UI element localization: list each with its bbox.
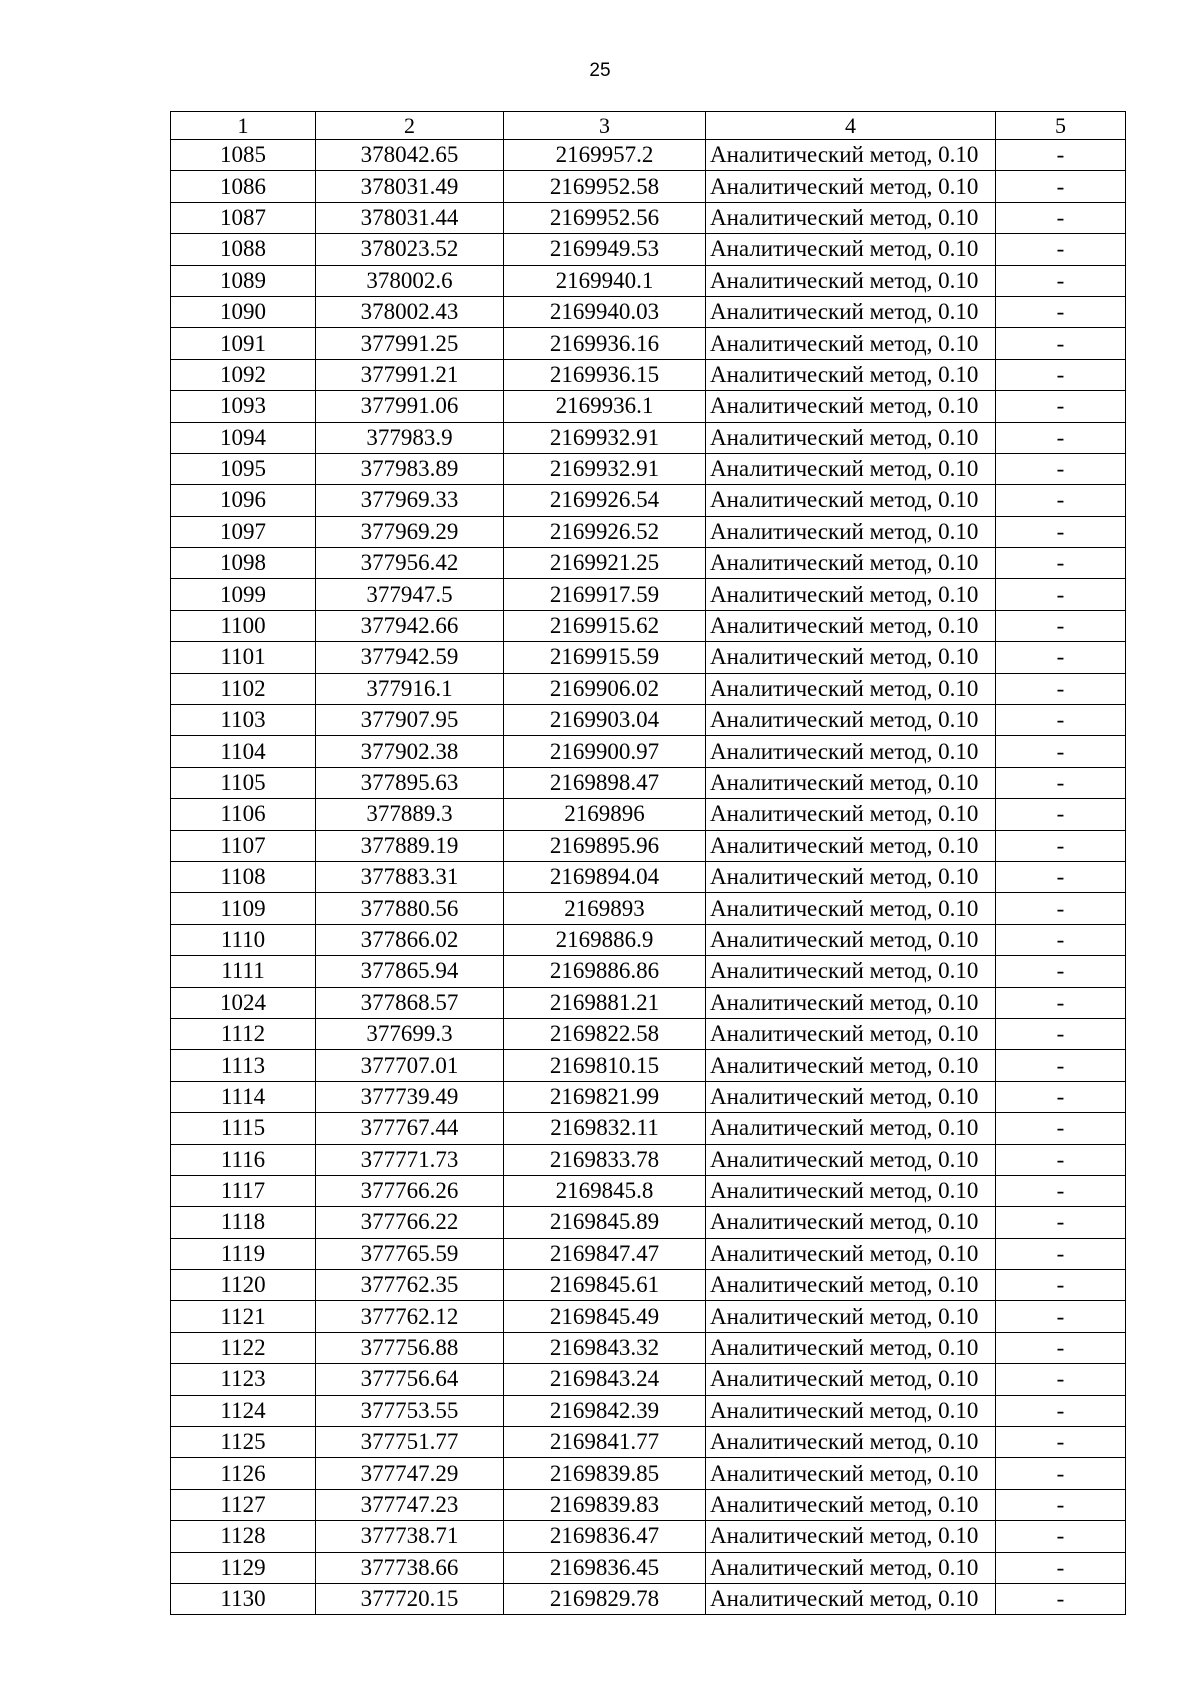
table-row (171, 453, 1126, 484)
note-cell: - (996, 987, 1126, 1018)
point-number-cell: 1086 (171, 171, 316, 202)
point-number-cell: 1103 (171, 705, 316, 736)
note-cell: - (996, 202, 1126, 233)
table-row (171, 1552, 1126, 1583)
y-coordinate-cell: 2169839.83 (504, 1489, 706, 1520)
note-cell: - (996, 1144, 1126, 1175)
table-row (171, 987, 1126, 1018)
x-coordinate-cell: 377889.3 (316, 799, 504, 830)
table-row (171, 140, 1126, 171)
method-cell: Аналитический метод, 0.10 (706, 296, 996, 327)
point-number-cell: 1099 (171, 579, 316, 610)
table-row (171, 234, 1126, 265)
coordinates-table (170, 111, 1126, 1615)
y-coordinate-cell: 2169926.52 (504, 516, 706, 547)
point-number-cell: 1123 (171, 1364, 316, 1395)
point-number-cell: 1094 (171, 422, 316, 453)
note-cell: - (996, 893, 1126, 924)
x-coordinate-cell: 377738.71 (316, 1521, 504, 1552)
note-cell: - (996, 1081, 1126, 1112)
y-coordinate-cell: 2169900.97 (504, 736, 706, 767)
x-coordinate-cell: 377947.5 (316, 579, 504, 610)
y-coordinate-cell: 2169822.58 (504, 1018, 706, 1049)
y-coordinate-cell: 2169845.89 (504, 1207, 706, 1238)
method-cell: Аналитический метод, 0.10 (706, 1175, 996, 1206)
table-row (171, 673, 1126, 704)
y-coordinate-cell: 2169810.15 (504, 1050, 706, 1081)
note-cell: - (996, 1552, 1126, 1583)
table-row (171, 485, 1126, 516)
note-cell: - (996, 673, 1126, 704)
x-coordinate-cell: 377747.23 (316, 1489, 504, 1520)
y-coordinate-cell: 2169881.21 (504, 987, 706, 1018)
y-coordinate-cell: 2169847.47 (504, 1238, 706, 1269)
note-cell: - (996, 705, 1126, 736)
note-cell: - (996, 453, 1126, 484)
y-coordinate-cell: 2169836.47 (504, 1521, 706, 1552)
method-cell: Аналитический метод, 0.10 (706, 1395, 996, 1426)
method-cell: Аналитический метод, 0.10 (706, 1427, 996, 1458)
y-coordinate-cell: 2169932.91 (504, 453, 706, 484)
method-cell: Аналитический метод, 0.10 (706, 767, 996, 798)
point-number-cell: 1107 (171, 830, 316, 861)
method-cell: Аналитический метод, 0.10 (706, 1583, 996, 1614)
table-row (171, 265, 1126, 296)
x-coordinate-cell: 378031.49 (316, 171, 504, 202)
note-cell: - (996, 1018, 1126, 1049)
note-cell: - (996, 830, 1126, 861)
table-row (171, 296, 1126, 327)
point-number-cell: 1128 (171, 1521, 316, 1552)
point-number-cell: 1117 (171, 1175, 316, 1206)
note-cell: - (996, 1113, 1126, 1144)
table-row (171, 1301, 1126, 1332)
table-row (171, 1238, 1126, 1269)
method-cell: Аналитический метод, 0.10 (706, 1364, 996, 1395)
y-coordinate-cell: 2169841.77 (504, 1427, 706, 1458)
method-cell: Аналитический метод, 0.10 (706, 548, 996, 579)
method-cell: Аналитический метод, 0.10 (706, 799, 996, 830)
method-cell: Аналитический метод, 0.10 (706, 328, 996, 359)
point-number-cell: 1115 (171, 1113, 316, 1144)
x-coordinate-cell: 377916.1 (316, 673, 504, 704)
table-row (171, 548, 1126, 579)
note-cell: - (996, 422, 1126, 453)
x-coordinate-cell: 377991.21 (316, 359, 504, 390)
x-coordinate-cell: 377865.94 (316, 956, 504, 987)
note-cell: - (996, 234, 1126, 265)
x-coordinate-cell: 377753.55 (316, 1395, 504, 1426)
method-cell: Аналитический метод, 0.10 (706, 516, 996, 547)
note-cell: - (996, 736, 1126, 767)
table-row (171, 391, 1126, 422)
column-header: 2 (316, 112, 504, 140)
x-coordinate-cell: 377907.95 (316, 705, 504, 736)
note-cell: - (996, 140, 1126, 171)
method-cell: Аналитический метод, 0.10 (706, 1552, 996, 1583)
table-body (171, 140, 1126, 1615)
page-number: 25 (589, 60, 611, 81)
y-coordinate-cell: 2169893 (504, 893, 706, 924)
table-row (171, 705, 1126, 736)
table-row (171, 359, 1126, 390)
note-cell: - (996, 1332, 1126, 1363)
y-coordinate-cell: 2169886.9 (504, 924, 706, 955)
y-coordinate-cell: 2169845.8 (504, 1175, 706, 1206)
point-number-cell: 1089 (171, 265, 316, 296)
point-number-cell: 1102 (171, 673, 316, 704)
method-cell: Аналитический метод, 0.10 (706, 1489, 996, 1520)
y-coordinate-cell: 2169915.62 (504, 610, 706, 641)
y-coordinate-cell: 2169894.04 (504, 861, 706, 892)
table-row (171, 736, 1126, 767)
note-cell: - (996, 861, 1126, 892)
point-number-cell: 1085 (171, 140, 316, 171)
x-coordinate-cell: 377969.33 (316, 485, 504, 516)
method-cell: Аналитический метод, 0.10 (706, 485, 996, 516)
y-coordinate-cell: 2169949.53 (504, 234, 706, 265)
x-coordinate-cell: 377983.9 (316, 422, 504, 453)
table-row (171, 579, 1126, 610)
method-cell: Аналитический метод, 0.10 (706, 1238, 996, 1269)
y-coordinate-cell: 2169886.86 (504, 956, 706, 987)
note-cell: - (996, 579, 1126, 610)
table-row (171, 1364, 1126, 1395)
point-number-cell: 1127 (171, 1489, 316, 1520)
note-cell: - (996, 1238, 1126, 1269)
y-coordinate-cell: 2169833.78 (504, 1144, 706, 1175)
method-cell: Аналитический метод, 0.10 (706, 1081, 996, 1112)
method-cell: Аналитический метод, 0.10 (706, 705, 996, 736)
point-number-cell: 1120 (171, 1270, 316, 1301)
y-coordinate-cell: 2169957.2 (504, 140, 706, 171)
column-header: 5 (996, 112, 1126, 140)
point-number-cell: 1087 (171, 202, 316, 233)
x-coordinate-cell: 377771.73 (316, 1144, 504, 1175)
table-row (171, 1395, 1126, 1426)
x-coordinate-cell: 377762.35 (316, 1270, 504, 1301)
note-cell: - (996, 1427, 1126, 1458)
note-cell: - (996, 924, 1126, 955)
method-cell: Аналитический метод, 0.10 (706, 1018, 996, 1049)
note-cell: - (996, 1583, 1126, 1614)
note-cell: - (996, 1270, 1126, 1301)
method-cell: Аналитический метод, 0.10 (706, 987, 996, 1018)
x-coordinate-cell: 377942.66 (316, 610, 504, 641)
method-cell: Аналитический метод, 0.10 (706, 1144, 996, 1175)
method-cell: Аналитический метод, 0.10 (706, 265, 996, 296)
table-row (171, 1113, 1126, 1144)
point-number-cell: 1119 (171, 1238, 316, 1269)
y-coordinate-cell: 2169829.78 (504, 1583, 706, 1614)
x-coordinate-cell: 377756.88 (316, 1332, 504, 1363)
x-coordinate-cell: 377866.02 (316, 924, 504, 955)
method-cell: Аналитический метод, 0.10 (706, 171, 996, 202)
method-cell: Аналитический метод, 0.10 (706, 1301, 996, 1332)
y-coordinate-cell: 2169895.96 (504, 830, 706, 861)
note-cell: - (996, 1175, 1126, 1206)
method-cell: Аналитический метод, 0.10 (706, 1207, 996, 1238)
y-coordinate-cell: 2169917.59 (504, 579, 706, 610)
y-coordinate-cell: 2169952.56 (504, 202, 706, 233)
table-row (171, 924, 1126, 955)
note-cell: - (996, 485, 1126, 516)
table-row (171, 1018, 1126, 1049)
x-coordinate-cell: 377883.31 (316, 861, 504, 892)
note-cell: - (996, 1395, 1126, 1426)
table-row (171, 1458, 1126, 1489)
table-row (171, 1521, 1126, 1552)
column-header: 4 (706, 112, 996, 140)
table-row (171, 1081, 1126, 1112)
note-cell: - (996, 359, 1126, 390)
x-coordinate-cell: 377765.59 (316, 1238, 504, 1269)
x-coordinate-cell: 377889.19 (316, 830, 504, 861)
x-coordinate-cell: 377766.26 (316, 1175, 504, 1206)
method-cell: Аналитический метод, 0.10 (706, 422, 996, 453)
x-coordinate-cell: 377707.01 (316, 1050, 504, 1081)
method-cell: Аналитический метод, 0.10 (706, 202, 996, 233)
x-coordinate-cell: 377751.77 (316, 1427, 504, 1458)
method-cell: Аналитический метод, 0.10 (706, 234, 996, 265)
method-cell: Аналитический метод, 0.10 (706, 924, 996, 955)
point-number-cell: 1129 (171, 1552, 316, 1583)
table-row (171, 642, 1126, 673)
note-cell: - (996, 328, 1126, 359)
point-number-cell: 1105 (171, 767, 316, 798)
point-number-cell: 1098 (171, 548, 316, 579)
y-coordinate-cell: 2169843.24 (504, 1364, 706, 1395)
table-row (171, 767, 1126, 798)
y-coordinate-cell: 2169921.25 (504, 548, 706, 579)
y-coordinate-cell: 2169915.59 (504, 642, 706, 673)
method-cell: Аналитический метод, 0.10 (706, 1458, 996, 1489)
note-cell: - (996, 1050, 1126, 1081)
x-coordinate-cell: 378031.44 (316, 202, 504, 233)
x-coordinate-cell: 378002.6 (316, 265, 504, 296)
method-cell: Аналитический метод, 0.10 (706, 1521, 996, 1552)
table-row (171, 516, 1126, 547)
method-cell: Аналитический метод, 0.10 (706, 1050, 996, 1081)
table-row (171, 422, 1126, 453)
x-coordinate-cell: 377880.56 (316, 893, 504, 924)
x-coordinate-cell: 378023.52 (316, 234, 504, 265)
y-coordinate-cell: 2169940.1 (504, 265, 706, 296)
x-coordinate-cell: 377868.57 (316, 987, 504, 1018)
table-row (171, 830, 1126, 861)
method-cell: Аналитический метод, 0.10 (706, 1332, 996, 1363)
point-number-cell: 1118 (171, 1207, 316, 1238)
x-coordinate-cell: 377738.66 (316, 1552, 504, 1583)
point-number-cell: 1114 (171, 1081, 316, 1112)
method-cell: Аналитический метод, 0.10 (706, 359, 996, 390)
note-cell: - (996, 1364, 1126, 1395)
note-cell: - (996, 171, 1126, 202)
y-coordinate-cell: 2169906.02 (504, 673, 706, 704)
method-cell: Аналитический метод, 0.10 (706, 861, 996, 892)
note-cell: - (996, 956, 1126, 987)
column-header: 3 (504, 112, 706, 140)
point-number-cell: 1108 (171, 861, 316, 892)
point-number-cell: 1109 (171, 893, 316, 924)
y-coordinate-cell: 2169839.85 (504, 1458, 706, 1489)
note-cell: - (996, 610, 1126, 641)
y-coordinate-cell: 2169821.99 (504, 1081, 706, 1112)
point-number-cell: 1093 (171, 391, 316, 422)
x-coordinate-cell: 377956.42 (316, 548, 504, 579)
note-cell: - (996, 391, 1126, 422)
point-number-cell: 1095 (171, 453, 316, 484)
y-coordinate-cell: 2169932.91 (504, 422, 706, 453)
table-row (171, 956, 1126, 987)
note-cell: - (996, 1521, 1126, 1552)
point-number-cell: 1090 (171, 296, 316, 327)
y-coordinate-cell: 2169843.32 (504, 1332, 706, 1363)
point-number-cell: 1024 (171, 987, 316, 1018)
point-number-cell: 1130 (171, 1583, 316, 1614)
x-coordinate-cell: 377756.64 (316, 1364, 504, 1395)
method-cell: Аналитический метод, 0.10 (706, 140, 996, 171)
point-number-cell: 1088 (171, 234, 316, 265)
x-coordinate-cell: 377902.38 (316, 736, 504, 767)
x-coordinate-cell: 377747.29 (316, 1458, 504, 1489)
table-row (171, 328, 1126, 359)
note-cell: - (996, 265, 1126, 296)
x-coordinate-cell: 377942.59 (316, 642, 504, 673)
x-coordinate-cell: 377762.12 (316, 1301, 504, 1332)
y-coordinate-cell: 2169845.61 (504, 1270, 706, 1301)
x-coordinate-cell: 377991.25 (316, 328, 504, 359)
method-cell: Аналитический метод, 0.10 (706, 453, 996, 484)
method-cell: Аналитический метод, 0.10 (706, 673, 996, 704)
note-cell: - (996, 1207, 1126, 1238)
method-cell: Аналитический метод, 0.10 (706, 893, 996, 924)
x-coordinate-cell: 377969.29 (316, 516, 504, 547)
y-coordinate-cell: 2169836.45 (504, 1552, 706, 1583)
point-number-cell: 1100 (171, 610, 316, 641)
table-row (171, 1427, 1126, 1458)
note-cell: - (996, 1301, 1126, 1332)
x-coordinate-cell: 377699.3 (316, 1018, 504, 1049)
point-number-cell: 1113 (171, 1050, 316, 1081)
method-cell: Аналитический метод, 0.10 (706, 391, 996, 422)
y-coordinate-cell: 2169926.54 (504, 485, 706, 516)
point-number-cell: 1110 (171, 924, 316, 955)
x-coordinate-cell: 377895.63 (316, 767, 504, 798)
note-cell: - (996, 548, 1126, 579)
point-number-cell: 1092 (171, 359, 316, 390)
x-coordinate-cell: 377991.06 (316, 391, 504, 422)
note-cell: - (996, 642, 1126, 673)
point-number-cell: 1121 (171, 1301, 316, 1332)
method-cell: Аналитический метод, 0.10 (706, 1113, 996, 1144)
method-cell: Аналитический метод, 0.10 (706, 956, 996, 987)
table-row (171, 1050, 1126, 1081)
x-coordinate-cell: 377983.89 (316, 453, 504, 484)
y-coordinate-cell: 2169936.16 (504, 328, 706, 359)
y-coordinate-cell: 2169845.49 (504, 1301, 706, 1332)
x-coordinate-cell: 377767.44 (316, 1113, 504, 1144)
y-coordinate-cell: 2169896 (504, 799, 706, 830)
y-coordinate-cell: 2169952.58 (504, 171, 706, 202)
method-cell: Аналитический метод, 0.10 (706, 830, 996, 861)
y-coordinate-cell: 2169832.11 (504, 1113, 706, 1144)
table-row (171, 799, 1126, 830)
table-row (171, 1583, 1126, 1614)
method-cell: Аналитический метод, 0.10 (706, 1270, 996, 1301)
point-number-cell: 1101 (171, 642, 316, 673)
table-row (171, 1332, 1126, 1363)
point-number-cell: 1096 (171, 485, 316, 516)
note-cell: - (996, 1489, 1126, 1520)
x-coordinate-cell: 378042.65 (316, 140, 504, 171)
table-header-row (171, 112, 1126, 140)
point-number-cell: 1124 (171, 1395, 316, 1426)
table-row (171, 1270, 1126, 1301)
point-number-cell: 1097 (171, 516, 316, 547)
point-number-cell: 1111 (171, 956, 316, 987)
column-header: 1 (171, 112, 316, 140)
table-row (171, 610, 1126, 641)
note-cell: - (996, 1458, 1126, 1489)
point-number-cell: 1112 (171, 1018, 316, 1049)
x-coordinate-cell: 377720.15 (316, 1583, 504, 1614)
note-cell: - (996, 767, 1126, 798)
method-cell: Аналитический метод, 0.10 (706, 579, 996, 610)
note-cell: - (996, 799, 1126, 830)
y-coordinate-cell: 2169903.04 (504, 705, 706, 736)
point-number-cell: 1091 (171, 328, 316, 359)
y-coordinate-cell: 2169936.15 (504, 359, 706, 390)
table-row (171, 1207, 1126, 1238)
table-row (171, 861, 1126, 892)
table-row (171, 893, 1126, 924)
table-row (171, 1489, 1126, 1520)
note-cell: - (996, 296, 1126, 327)
y-coordinate-cell: 2169898.47 (504, 767, 706, 798)
method-cell: Аналитический метод, 0.10 (706, 736, 996, 767)
point-number-cell: 1106 (171, 799, 316, 830)
table-row (171, 202, 1126, 233)
point-number-cell: 1116 (171, 1144, 316, 1175)
y-coordinate-cell: 2169940.03 (504, 296, 706, 327)
method-cell: Аналитический метод, 0.10 (706, 610, 996, 641)
method-cell: Аналитический метод, 0.10 (706, 642, 996, 673)
table-row (171, 1175, 1126, 1206)
point-number-cell: 1125 (171, 1427, 316, 1458)
point-number-cell: 1122 (171, 1332, 316, 1363)
note-cell: - (996, 516, 1126, 547)
y-coordinate-cell: 2169842.39 (504, 1395, 706, 1426)
y-coordinate-cell: 2169936.1 (504, 391, 706, 422)
x-coordinate-cell: 377739.49 (316, 1081, 504, 1112)
point-number-cell: 1126 (171, 1458, 316, 1489)
table-row (171, 1144, 1126, 1175)
point-number-cell: 1104 (171, 736, 316, 767)
x-coordinate-cell: 378002.43 (316, 296, 504, 327)
x-coordinate-cell: 377766.22 (316, 1207, 504, 1238)
table-row (171, 171, 1126, 202)
